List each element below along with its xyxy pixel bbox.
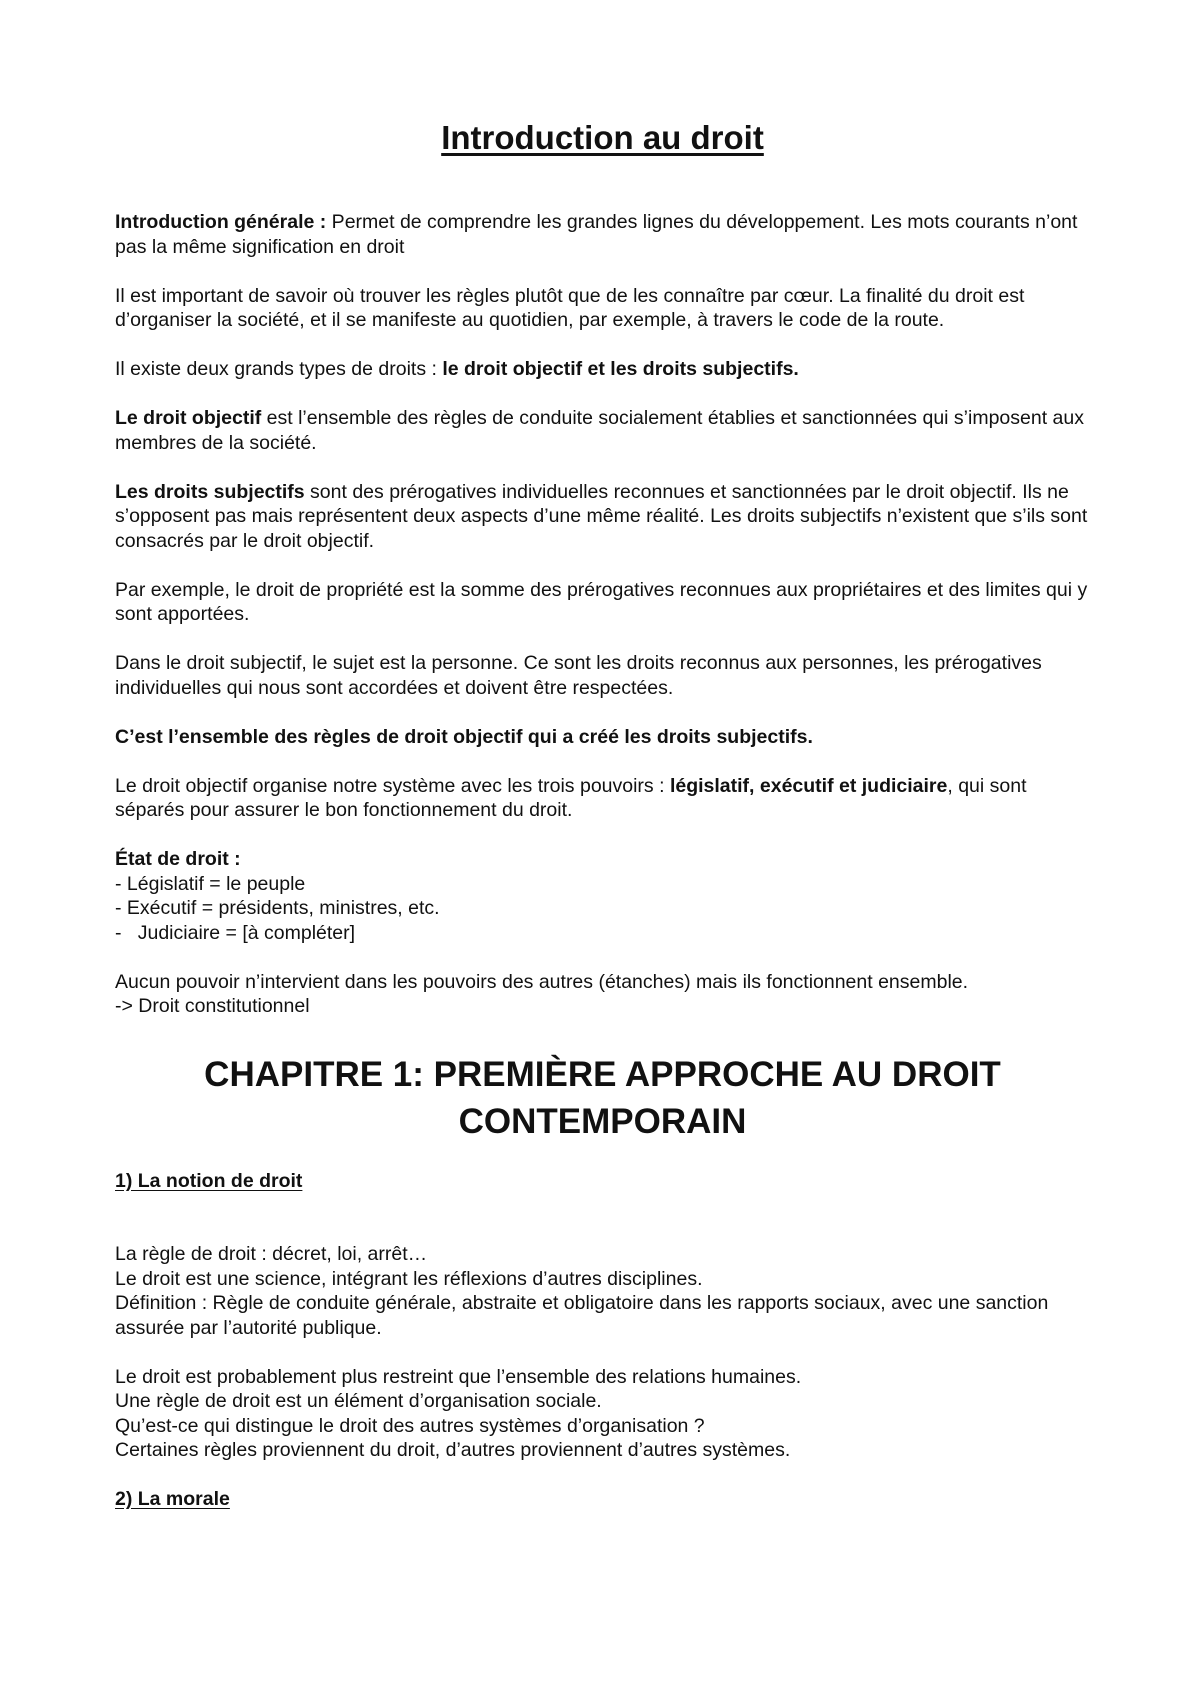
objectif-paragraph bbox=[115, 406, 1090, 455]
document-body bbox=[115, 118, 1090, 1512]
intro-text: Permet de comprendre les grandes lignes du développement. Les mots courants n’ont pas la même signification en droit bbox=[115, 211, 1078, 258]
sujet-paragraph: Dans le droit subjectif, le sujet est la personne. Ce sont les droits reconnus aux personnes, les prérogatives individuelles qui nous sont accordées et doivent être respectées. bbox=[115, 652, 1042, 699]
intro-label: Introduction générale : bbox=[115, 211, 327, 233]
list-item: La règle de droit : décret, loi, arrêt… bbox=[115, 1243, 428, 1265]
list-item: - Législatif = le peuple bbox=[115, 872, 306, 895]
arrow-line: -> Droit constitutionnel bbox=[115, 995, 310, 1017]
subjectifs-bold: Les droits subjectifs bbox=[115, 480, 305, 503]
objectif-text: est l’ensemble des règles de conduite socialement établies et sanctionnées qui s’imposent aux membres de la société. bbox=[115, 407, 1084, 454]
etat-list bbox=[115, 872, 1090, 946]
subjectifs-text: sont des prérogatives individuelles reconnues et sanctionnées par le droit objectif. Ils ne s’opposent pas mais représentent deux aspects d’une même réalité. Les droits subjectifs n’existent que s’ils sont consacrés par le droit objectif. bbox=[115, 480, 1088, 552]
pouvoirs-bold: législatif, exécutif et judiciaire bbox=[669, 774, 948, 797]
objectif-bold: Le droit objectif bbox=[115, 407, 262, 429]
ensemble-paragraph bbox=[115, 725, 1090, 750]
chapter-line-2: CONTEMPORAIN bbox=[458, 1101, 747, 1141]
list-item: Certaines règles proviennent du droit, d’autres proviennent d’autres systèmes. bbox=[115, 1439, 791, 1461]
aucun-paragraph: Aucun pouvoir n’intervient dans les pouvoirs des autres (étanches) mais ils fonctionnent ensemble. bbox=[115, 970, 969, 993]
chapter-title bbox=[115, 1051, 1090, 1145]
etat-label-text: État de droit : bbox=[115, 848, 241, 870]
pouvoirs-tail: , qui sont séparés pour assurer le bon fonctionnement du droit. bbox=[115, 774, 1027, 821]
list-item: - Judiciaire = [à compléter] bbox=[115, 921, 356, 944]
list-item: Qu’est-ce qui distingue le droit des autres systèmes d’organisation ? bbox=[115, 1414, 705, 1437]
important-paragraph: Il est important de savoir où trouver les règles plutôt que de les connaître par cœur. La finalité du droit est d’organiser la société, et il se manifeste au quotidien, par exemple, à travers le code de la route. bbox=[115, 284, 1025, 331]
types-text: Il existe deux grands types de droits : bbox=[115, 358, 443, 380]
intro-paragraph bbox=[115, 210, 1090, 259]
pouvoirs-text: Le droit objectif organise notre système avec les trois pouvoirs : bbox=[115, 774, 670, 797]
ensemble-bold: C’est l’ensemble des règles de droit objectif qui a créé les droits subjectifs. bbox=[115, 725, 813, 748]
etat-de-droit bbox=[115, 847, 1090, 945]
section-1-lines bbox=[115, 1242, 1090, 1340]
section-2-title: 2) La morale bbox=[115, 1488, 230, 1510]
types-bold: le droit objectif et les droits subjectifs. bbox=[442, 358, 799, 380]
document-title: Introduction au droit bbox=[441, 119, 764, 156]
types-paragraph bbox=[115, 357, 1090, 382]
chapter-line-1: CHAPITRE 1: PREMIÈRE APPROCHE AU DROIT bbox=[204, 1054, 1001, 1094]
exemple-paragraph: Par exemple, le droit de propriété est la somme des prérogatives reconnues aux propriétaires et des limites qui y sont apportées. bbox=[115, 578, 1088, 625]
etat-label bbox=[115, 847, 1090, 872]
pouvoirs-paragraph bbox=[115, 774, 1090, 823]
list-item: Définition : Règle de conduite générale, abstraite et obligatoire dans les rapports sociaux, avec une sanction assurée par l’autorité publique. bbox=[115, 1292, 1049, 1339]
list-item: Le droit est probablement plus restreint que l’ensemble des relations humaines. bbox=[115, 1365, 802, 1388]
aucun-block bbox=[115, 970, 1090, 1019]
list-item: Le droit est une science, intégrant les réflexions d’autres disciplines. bbox=[115, 1267, 703, 1290]
list-item: - Exécutif = présidents, ministres, etc. bbox=[115, 897, 440, 919]
section-1-title: 1) La notion de droit bbox=[115, 1169, 303, 1192]
subjectifs-paragraph bbox=[115, 480, 1090, 554]
section-1-lines-2 bbox=[115, 1365, 1090, 1463]
list-item: Une règle de droit est un élément d’organisation sociale. bbox=[115, 1390, 602, 1412]
